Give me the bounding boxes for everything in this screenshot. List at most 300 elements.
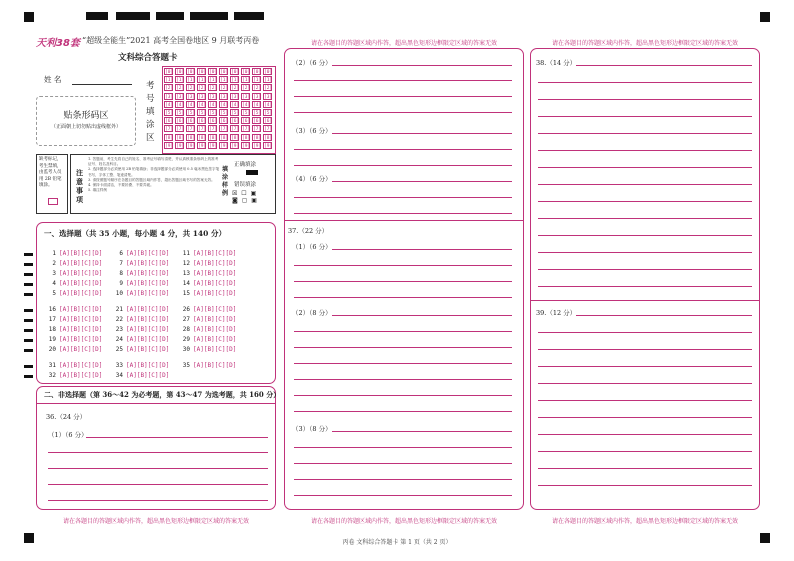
choice-options[interactable]: [A][B][C][D] (59, 372, 103, 379)
exam-digit-bubble[interactable]: [6] (209, 119, 218, 125)
side-timing-mark (24, 319, 33, 322)
choice-number: 34 (115, 372, 123, 379)
choice-row-26[interactable] (180, 306, 236, 313)
exam-digit-bubble[interactable]: [3] (253, 94, 262, 100)
side-timing-mark (24, 339, 33, 342)
exam-digit-bubble[interactable]: [0] (198, 70, 207, 75)
exam-digit-bubble[interactable]: [1] (242, 78, 251, 84)
exam-digit-bubble[interactable]: [2] (242, 86, 251, 92)
exam-digit-bubble[interactable]: [5] (209, 110, 218, 116)
exam-digit-bubble[interactable]: [1] (209, 78, 218, 84)
exam-digit-bubble[interactable]: [8] (264, 135, 273, 141)
exam-digit-bubble[interactable]: [4] (209, 102, 218, 108)
exam-digit-bubble[interactable]: [3] (242, 94, 251, 100)
exam-digit-bubble[interactable]: [9] (253, 143, 262, 149)
exam-digit-bubble[interactable]: [5] (187, 110, 196, 116)
exam-digit-bubble[interactable]: [0] (264, 70, 273, 75)
choice-row-23[interactable] (113, 326, 169, 333)
exam-digit-bubble[interactable]: [2] (176, 86, 185, 92)
exam-digit-bubble[interactable]: [1] (198, 78, 207, 84)
exam-digit-bubble[interactable]: [9] (264, 143, 273, 149)
timing-bar-5 (234, 12, 264, 20)
answer-line[interactable] (538, 366, 752, 367)
barcode-title: 贴条形码区 (63, 111, 109, 121)
exam-digit-bubble[interactable]: [1] (165, 78, 174, 84)
choice-options[interactable]: [A][B][C][D] (59, 316, 103, 323)
exam-title: “超级全能生”2021 高考全国卷地区 9 月联考丙卷 (82, 36, 260, 45)
choice-row-27[interactable] (180, 316, 236, 323)
answer-panel-col3 (530, 48, 760, 510)
answer-line[interactable] (538, 417, 752, 418)
exam-digit-bubble[interactable]: [9] (187, 143, 196, 149)
question-39: 39.（12 分） (536, 309, 577, 317)
answer-line[interactable] (576, 315, 752, 316)
answer-line[interactable] (538, 332, 752, 333)
exam-digit-bubble[interactable]: [3] (209, 94, 218, 100)
exam-digit-bubble[interactable]: [5] (253, 110, 262, 116)
exam-digit-bubble[interactable]: [1] (176, 78, 185, 84)
answer-line[interactable] (294, 411, 512, 412)
exam-digit-bubble[interactable]: [5] (220, 110, 229, 116)
exam-digit-bubble[interactable]: [5] (242, 110, 251, 116)
timing-bar-1 (86, 12, 108, 20)
exam-digit-bubble[interactable]: [8] (198, 135, 207, 141)
exam-digit-bubble[interactable]: [8] (209, 135, 218, 141)
answer-line[interactable] (294, 297, 512, 298)
exam-digit-bubble[interactable]: [5] (176, 110, 185, 116)
side-timing-mark (24, 263, 33, 266)
choice-options[interactable]: [A][B][C][D] (193, 260, 237, 267)
answer-line[interactable] (48, 500, 268, 501)
choice-number: 5 (52, 290, 56, 297)
choice-number: 21 (115, 306, 123, 313)
choice-row-2[interactable] (46, 260, 102, 267)
answer-line[interactable] (538, 485, 752, 486)
answer-line[interactable] (538, 269, 752, 270)
exam-digit-bubble[interactable]: [7] (253, 127, 262, 133)
choice-options[interactable]: [A][B][C][D] (59, 326, 103, 333)
choice-options[interactable]: [A][B][C][D] (59, 306, 103, 313)
answer-line[interactable] (294, 495, 512, 496)
answer-line[interactable] (294, 197, 512, 198)
exam-digit-bubble[interactable]: [8] (231, 135, 240, 141)
choice-options[interactable]: [A][B][C][D] (59, 362, 103, 369)
choice-number: 29 (182, 336, 190, 343)
exam-digit-bubble[interactable]: [0] (231, 70, 240, 75)
choice-options[interactable]: [A][B][C][D] (126, 260, 170, 267)
choice-number: 17 (48, 316, 56, 323)
question-37-1: （1）（6 分） (292, 243, 332, 251)
exam-digit-bubble[interactable]: [4] (264, 102, 273, 108)
question-36-1: （1）（6 分） (48, 431, 88, 439)
choice-row-13[interactable] (180, 270, 236, 277)
choice-options[interactable]: [A][B][C][D] (126, 270, 170, 277)
choice-row-4[interactable] (46, 280, 102, 287)
choice-row-8[interactable] (113, 270, 169, 277)
answer-line[interactable] (332, 181, 512, 182)
brand-logo: 天利38套 (36, 38, 80, 49)
exam-digit-bubble[interactable]: [0] (253, 70, 262, 75)
exam-digit-bubble[interactable]: [1] (264, 78, 273, 84)
exam-digit-bubble[interactable]: [6] (220, 119, 229, 125)
choice-options[interactable]: [A][B][C][D] (59, 336, 103, 343)
exam-digit-bubble[interactable]: [5] (264, 110, 273, 116)
exam-digit-bubble[interactable]: [6] (176, 119, 185, 125)
answer-line[interactable] (294, 379, 512, 380)
exam-digit-bubble[interactable]: [1] (231, 78, 240, 84)
answer-line[interactable] (294, 112, 512, 113)
answer-line[interactable] (538, 252, 752, 253)
choice-number: 7 (119, 260, 123, 267)
answer-line[interactable] (294, 165, 512, 166)
question-37: 37.（22 分） (288, 227, 329, 235)
exam-digit-bubble[interactable]: [8] (253, 135, 262, 141)
choice-number: 19 (48, 336, 56, 343)
exam-digit-bubble[interactable]: [1] (220, 78, 229, 84)
notes-list: 1. 答题前，考生先将自己的姓名、准考证号填写清楚，并认真核准条形码上的准考证号、姓名及科目。 2. 选择题部分必须使用 2B 铅笔填涂；非选择题部分必须使用 0.5 毫米黑色签字笔书写，字体工整、笔迹清楚。 3. 请按照题号顺序在各题目的答题区域内作答，超出答题区域书写的答案无效。 4. 保持卡面清洁，不要折叠、不要弄破。 5. 填注样例 (88, 157, 220, 193)
choice-options[interactable]: [A][B][C][D] (126, 372, 170, 379)
answer-line[interactable] (538, 167, 752, 168)
choice-options[interactable]: [A][B][C][D] (193, 270, 237, 277)
choice-options[interactable]: [A][B][C][D] (126, 280, 170, 287)
choice-options[interactable]: [A][B][C][D] (59, 290, 103, 297)
choice-number: 13 (182, 270, 190, 277)
timing-bar-3 (156, 12, 184, 20)
exam-digit-bubble[interactable]: [8] (176, 135, 185, 141)
choice-row-33[interactable] (113, 362, 169, 369)
exam-digit-bubble[interactable]: [2] (231, 86, 240, 92)
choice-options[interactable]: [A][B][C][D] (193, 290, 237, 297)
exam-digit-bubble[interactable]: [0] (209, 70, 218, 75)
choice-options[interactable]: [A][B][C][D] (126, 326, 170, 333)
exam-digit-bubble[interactable]: [2] (165, 86, 174, 92)
choice-number: 24 (115, 336, 123, 343)
choice-number: 30 (182, 346, 190, 353)
exam-digit-bubble[interactable]: [5] (165, 110, 174, 116)
choice-options[interactable]: [A][B][C][D] (193, 316, 237, 323)
choice-row-29[interactable] (180, 336, 236, 343)
exam-digit-bubble[interactable]: [0] (187, 70, 196, 75)
exam-digit-bubble[interactable]: [6] (242, 119, 251, 125)
choice-number: 16 (48, 306, 56, 313)
choice-row-32[interactable] (46, 372, 102, 379)
choice-row-15[interactable] (180, 290, 236, 297)
answer-line[interactable] (538, 99, 752, 100)
exam-digit-bubble[interactable]: [2] (264, 86, 273, 92)
choice-row-5[interactable] (46, 290, 102, 297)
answer-line[interactable] (332, 315, 512, 316)
exam-digit-bubble[interactable]: [9] (176, 143, 185, 149)
name-field[interactable] (72, 84, 132, 85)
choice-row-25[interactable] (113, 346, 169, 353)
side-timing-mark (24, 253, 33, 256)
choice-options[interactable]: [A][B][C][D] (126, 290, 170, 297)
exam-digit-bubble[interactable]: [0] (176, 70, 185, 75)
exam-digit-bubble[interactable]: [9] (165, 143, 174, 149)
answer-line[interactable] (538, 349, 752, 350)
choice-options[interactable]: [A][B][C][D] (193, 362, 237, 369)
exam-digit-bubble[interactable]: [4] (253, 102, 262, 108)
answer-line[interactable] (294, 149, 512, 150)
barcode-area (36, 96, 136, 146)
exam-digit-bubble[interactable]: [2] (253, 86, 262, 92)
choice-number: 32 (48, 372, 56, 379)
answer-line[interactable] (294, 363, 512, 364)
choice-options[interactable]: [A][B][C][D] (193, 326, 237, 333)
section1-title: 一、选择题（共 35 小题，每小题 4 分，共 140 分） (44, 229, 226, 238)
card-title: 文科综合答题卡 (118, 53, 178, 63)
choice-row-1[interactable] (46, 250, 102, 257)
exam-digit-bubble[interactable]: [2] (209, 86, 218, 92)
corner-mark-tl (24, 12, 34, 22)
section2-divider (36, 403, 276, 404)
exam-digit-bubble[interactable]: [6] (264, 119, 273, 125)
exam-digit-bubble[interactable]: [6] (253, 119, 262, 125)
choice-options[interactable]: [A][B][C][D] (59, 270, 103, 277)
choice-row-20[interactable] (46, 346, 102, 353)
answer-line[interactable] (538, 451, 752, 452)
exam-digit-bubble[interactable]: [3] (231, 94, 240, 100)
side-timing-mark (24, 349, 33, 352)
exam-digit-bubble[interactable]: [2] (220, 86, 229, 92)
answer-line[interactable] (538, 400, 752, 401)
correct-fill-label: 正确填涂 (234, 162, 257, 168)
choice-options[interactable]: [A][B][C][D] (126, 362, 170, 369)
exam-digit-bubble[interactable]: [2] (187, 86, 196, 92)
answer-line[interactable] (48, 468, 268, 469)
answer-line[interactable] (48, 484, 268, 485)
answer-line[interactable] (538, 218, 752, 219)
choice-row-21[interactable] (113, 306, 169, 313)
choice-row-30[interactable] (180, 346, 236, 353)
side-timing-mark (24, 309, 33, 312)
warning-col2: 请在各题目的答题区域内作答，超出黑色矩形边框限定区域的答案无效 (310, 518, 497, 525)
exam-digit-bubble[interactable]: [7] (165, 127, 174, 133)
answer-line[interactable] (538, 286, 752, 287)
choice-options[interactable]: [A][B][C][D] (126, 306, 170, 313)
answer-line[interactable] (538, 383, 752, 384)
answer-line[interactable] (294, 265, 512, 266)
exam-digit-bubble[interactable]: [1] (253, 78, 262, 84)
choice-row-17[interactable] (46, 316, 102, 323)
choice-number: 11 (182, 250, 190, 257)
answer-line[interactable] (332, 65, 512, 66)
exam-digit-bubble[interactable]: [5] (231, 110, 240, 116)
answer-line[interactable] (538, 133, 752, 134)
choice-row-18[interactable] (46, 326, 102, 333)
exam-digit-bubble[interactable]: [7] (231, 127, 240, 133)
side-timing-mark (24, 283, 33, 286)
exam-digit-bubble[interactable]: [9] (242, 143, 251, 149)
missing-exam-checkbox[interactable] (48, 198, 58, 205)
answer-line[interactable] (332, 249, 512, 250)
wrong-fill-label: 错误填涂 (234, 182, 257, 188)
exam-digit-bubble[interactable]: [6] (187, 119, 196, 125)
answer-line[interactable] (538, 434, 752, 435)
side-timing-mark (24, 329, 33, 332)
choice-row-24[interactable] (113, 336, 169, 343)
answer-line[interactable] (332, 431, 512, 432)
choice-number: 14 (182, 280, 190, 287)
choice-panel (36, 222, 276, 384)
choice-row-6[interactable] (113, 250, 169, 257)
answer-line[interactable] (294, 80, 512, 81)
exam-number-grid[interactable] (164, 68, 273, 150)
exam-digit-bubble[interactable]: [3] (187, 94, 196, 100)
choice-number: 10 (115, 290, 123, 297)
choice-options[interactable]: [A][B][C][D] (59, 280, 103, 287)
choice-row-3[interactable] (46, 270, 102, 277)
choice-row-28[interactable] (180, 326, 236, 333)
choice-row-11[interactable] (180, 250, 236, 257)
choice-options[interactable]: [A][B][C][D] (193, 250, 237, 257)
answer-line[interactable] (294, 447, 512, 448)
col3-divider (530, 300, 760, 301)
exam-digit-bubble[interactable]: [4] (187, 102, 196, 108)
exam-digit-bubble[interactable]: [0] (242, 70, 251, 75)
exam-digit-bubble[interactable]: [9] (198, 143, 207, 149)
exam-digit-bubble[interactable]: [9] (220, 143, 229, 149)
exam-digit-bubble[interactable]: [1] (187, 78, 196, 84)
answer-line[interactable] (48, 452, 268, 453)
exam-digit-bubble[interactable]: [0] (220, 70, 229, 75)
exam-digit-bubble[interactable]: [5] (198, 110, 207, 116)
answer-line[interactable] (86, 437, 268, 438)
answer-line[interactable] (294, 96, 512, 97)
answer-line[interactable] (294, 463, 512, 464)
answer-line[interactable] (332, 133, 512, 134)
page-footer: 丙卷 文科综合答题卡 第 1 页（共 2 页） (342, 539, 452, 546)
choice-number: 3 (52, 270, 56, 277)
choice-number: 20 (48, 346, 56, 353)
choice-row-10[interactable] (113, 290, 169, 297)
choice-number: 28 (182, 326, 190, 333)
choice-row-22[interactable] (113, 316, 169, 323)
choice-number: 2 (52, 260, 56, 267)
answer-line[interactable] (538, 468, 752, 469)
question-37-2: （2）（8 分） (292, 309, 332, 317)
answer-line[interactable] (294, 395, 512, 396)
choice-options[interactable]: [A][B][C][D] (126, 316, 170, 323)
answer-line[interactable] (294, 479, 512, 480)
answer-line[interactable] (294, 347, 512, 348)
exam-digit-bubble[interactable]: [6] (165, 119, 174, 125)
side-timing-mark (24, 293, 33, 296)
answer-line[interactable] (538, 150, 752, 151)
choice-number: 9 (119, 280, 123, 287)
warning-col2-top: 请在各题目的答题区域内作答，超出黑色矩形边框限定区域的答案无效 (310, 40, 497, 47)
exam-digit-bubble[interactable]: [7] (209, 127, 218, 133)
exam-digit-bubble[interactable]: [4] (231, 102, 240, 108)
exam-digit-bubble[interactable]: [7] (187, 127, 196, 133)
choice-number: 18 (48, 326, 56, 333)
exam-digit-bubble[interactable]: [6] (231, 119, 240, 125)
warning-col1: 请在各题目的答题区域内作答，超出黑色矩形边框限定区域的答案无效 (62, 518, 249, 525)
exam-digit-bubble[interactable]: [3] (198, 94, 207, 100)
exam-digit-bubble[interactable]: [3] (220, 94, 229, 100)
exam-digit-bubble[interactable]: [8] (220, 135, 229, 141)
name-label: 姓 名 (44, 75, 62, 84)
answer-line[interactable] (538, 235, 752, 236)
choice-row-12[interactable] (180, 260, 236, 267)
choice-number: 27 (182, 316, 190, 323)
choice-options[interactable]: [A][B][C][D] (59, 250, 103, 257)
exam-digit-bubble[interactable]: [2] (198, 86, 207, 92)
choice-options[interactable]: [A][B][C][D] (193, 280, 237, 287)
choice-options[interactable]: [A][B][C][D] (193, 346, 237, 353)
choice-options[interactable]: [A][B][C][D] (193, 336, 237, 343)
choice-row-16[interactable] (46, 306, 102, 313)
choice-number: 6 (119, 250, 123, 257)
exam-digit-bubble[interactable]: [4] (176, 102, 185, 108)
answer-line[interactable] (538, 201, 752, 202)
timing-bar-4 (190, 12, 228, 20)
answer-line[interactable] (538, 116, 752, 117)
exam-digit-bubble[interactable]: [4] (242, 102, 251, 108)
choice-row-34[interactable] (113, 372, 169, 379)
exam-digit-bubble[interactable]: [0] (165, 70, 174, 75)
answer-panel-col2 (284, 48, 524, 510)
choice-options[interactable]: [A][B][C][D] (193, 306, 237, 313)
choice-options[interactable]: [A][B][C][D] (126, 336, 170, 343)
exam-digit-bubble[interactable]: [7] (198, 127, 207, 133)
choice-options[interactable]: [A][B][C][D] (126, 250, 170, 257)
exam-digit-bubble[interactable]: [8] (242, 135, 251, 141)
choice-row-9[interactable] (113, 280, 169, 287)
col2-divider (284, 220, 524, 221)
exam-digit-bubble[interactable]: [4] (220, 102, 229, 108)
choice-number: 26 (182, 306, 190, 313)
warning-col3-top: 请在各题目的答题区域内作答，超出黑色矩形边框限定区域的答案无效 (551, 40, 738, 47)
answer-line[interactable] (294, 281, 512, 282)
choice-row-7[interactable] (113, 260, 169, 267)
exam-digit-bubble[interactable]: [3] (264, 94, 273, 100)
choice-row-31[interactable] (46, 362, 102, 369)
choice-row-19[interactable] (46, 336, 102, 343)
choice-row-35[interactable] (180, 362, 236, 369)
exam-digit-bubble[interactable]: [4] (165, 102, 174, 108)
choice-options[interactable]: [A][B][C][D] (59, 260, 103, 267)
choice-options[interactable]: [A][B][C][D] (59, 346, 103, 353)
exam-digit-bubble[interactable]: [7] (264, 127, 273, 133)
answer-line[interactable] (538, 184, 752, 185)
example-label: 填 涂 样 例 (222, 166, 229, 197)
corner-mark-tr (760, 12, 770, 22)
exam-digit-bubble[interactable]: [4] (198, 102, 207, 108)
answer-line[interactable] (294, 331, 512, 332)
choice-number: 22 (115, 316, 123, 323)
exam-digit-bubble[interactable]: [9] (231, 143, 240, 149)
exam-digit-bubble[interactable]: [8] (165, 135, 174, 141)
answer-line[interactable] (294, 213, 512, 214)
choice-number: 15 (182, 290, 190, 297)
exam-digit-bubble[interactable]: [8] (187, 135, 196, 141)
exam-digit-bubble[interactable]: [3] (165, 94, 174, 100)
exam-digit-bubble[interactable]: [7] (242, 127, 251, 133)
exam-digit-bubble[interactable]: [7] (176, 127, 185, 133)
question-37-3: （3）（8 分） (292, 425, 332, 433)
answer-line[interactable] (538, 82, 752, 83)
choice-options[interactable]: [A][B][C][D] (126, 346, 170, 353)
exam-digit-bubble[interactable]: [9] (209, 143, 218, 149)
choice-row-14[interactable] (180, 280, 236, 287)
exam-digit-bubble[interactable]: [6] (198, 119, 207, 125)
exam-digit-bubble[interactable]: [3] (176, 94, 185, 100)
warning-col3: 请在各题目的答题区域内作答，超出黑色矩形边框限定区域的答案无效 (551, 518, 738, 525)
answer-line[interactable] (576, 65, 752, 66)
exam-digit-bubble[interactable]: [7] (220, 127, 229, 133)
exam-number-label: 考 号 填 涂 区 (146, 81, 155, 143)
